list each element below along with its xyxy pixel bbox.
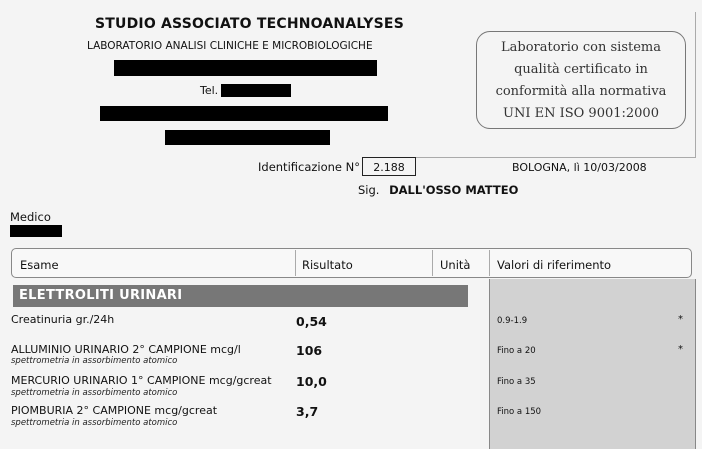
test-name: ALLUMINIO URINARIO 2° CAMPIONE mcg/l (11, 343, 241, 356)
test-result: 0,54 (296, 314, 327, 329)
patient-prefix: Sig. (358, 183, 380, 197)
header-valori-riferimento: Valori di riferimento (497, 258, 612, 272)
patient (358, 183, 518, 197)
medico-label: Medico (10, 210, 51, 224)
reference-range: Fino a 20 (497, 346, 536, 356)
test-result: 10,0 (296, 374, 327, 389)
ident-value: 2.188 (362, 157, 416, 176)
redacted-address (114, 60, 377, 76)
header-esame: Esame (20, 258, 59, 272)
cert-line-3: conformità alla normativa (495, 84, 667, 99)
column-divider (432, 250, 433, 276)
test-result: 106 (296, 343, 323, 358)
tel-label: Tel. (200, 84, 219, 97)
header-unita: Unità (440, 258, 471, 272)
test-method: spettrometria in assorbimento atomico (11, 388, 178, 398)
header-risultato: Risultato (302, 258, 353, 272)
redacted-phone (221, 84, 291, 97)
cert-line-2: qualità certificato in (514, 62, 648, 77)
reference-range: Fino a 35 (497, 377, 536, 387)
test-method: spettrometria in assorbimento atomico (11, 418, 178, 428)
test-name: Creatinuria gr./24h (11, 313, 115, 326)
cert-line-1: Laboratorio con sistema (501, 40, 661, 55)
section-title: ELETTROLITI URINARI (13, 285, 468, 307)
reference-panel (489, 279, 696, 449)
reference-range: 0.9-1.9 (497, 316, 528, 326)
reference-range: Fino a 150 (497, 407, 542, 417)
redacted-line-2 (165, 130, 330, 145)
redacted-medico (10, 225, 62, 237)
column-divider (295, 250, 296, 276)
out-of-range-flag: * (678, 344, 683, 355)
column-divider (489, 250, 490, 276)
certification-box (476, 31, 686, 129)
test-method: spettrometria in assorbimento atomico (11, 356, 178, 366)
test-result: 3,7 (296, 404, 319, 419)
redacted-line-1 (100, 106, 388, 121)
lab-name: STUDIO ASSOCIATO TECHNOANALYSES (95, 16, 404, 32)
lab-subtitle: LABORATORIO ANALISI CLINICHE E MICROBIOLOGICHE (87, 40, 373, 52)
cert-line-4: UNI EN ISO 9001:2000 (503, 106, 659, 121)
place-date: BOLOGNA, lì 10/03/2008 (512, 161, 647, 174)
ident-label: Identificazione N° (258, 160, 361, 174)
test-name: MERCURIO URINARIO 1° CAMPIONE mcg/gcreat (11, 374, 272, 387)
test-name: PIOMBURIA 2° CAMPIONE mcg/gcreat (11, 404, 218, 417)
patient-name: DALL'OSSO MATTEO (389, 183, 519, 197)
out-of-range-flag: * (678, 314, 683, 325)
